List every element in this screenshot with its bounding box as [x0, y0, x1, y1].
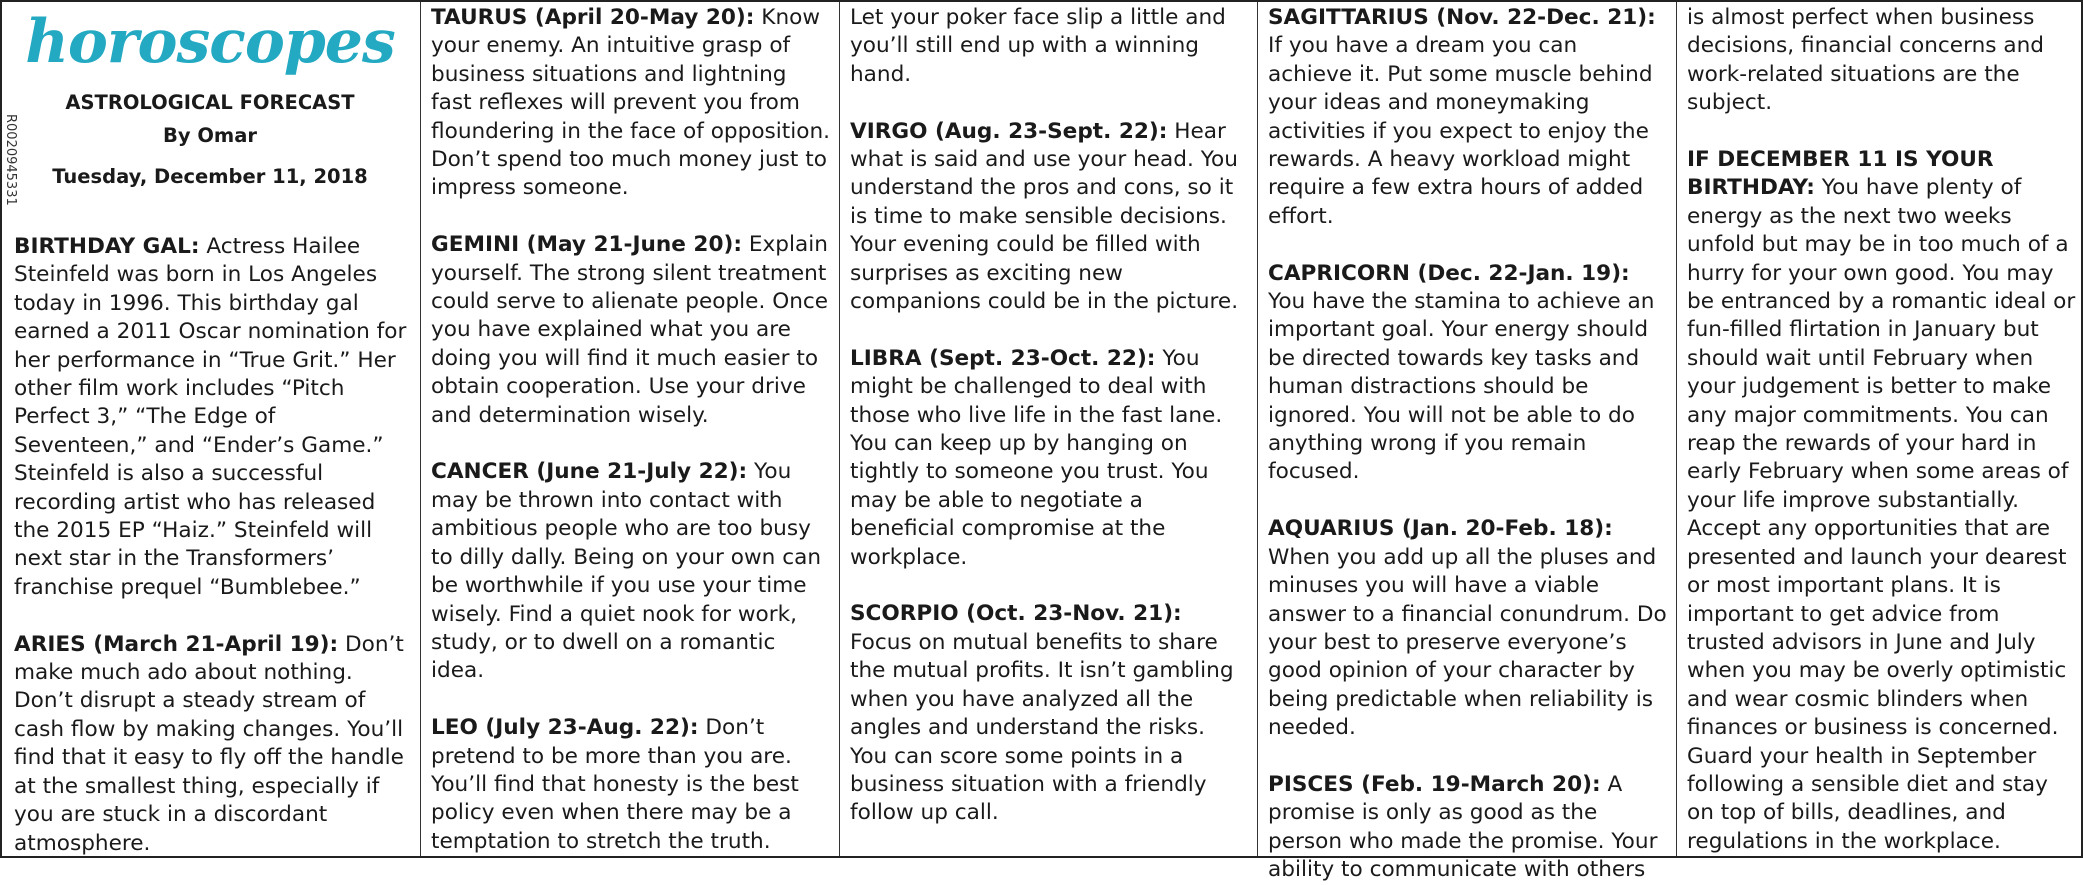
sign-body-virgo: Hear what is said and use your head. You understand the pros and cons, so it is time to make sensible decisions. Your evening could be filled with surprises as exciting new companions could be in the picture. [850, 118, 1239, 315]
birthday-gal-heading: BIRTHDAY GAL: [14, 234, 200, 259]
sign-body-leo: Don’t pretend to be more than you are. You’ll find that honesty is the best policy even when there may be a temptation to stretch the truth. [431, 715, 799, 854]
sign-body-gemini: Explain yourself. The strong silent treatment could serve to alienate people. Once you have explained what you are doing you will find it much easier to obtain cooperation. Use your drive and determination wisely. [431, 232, 829, 428]
sign-heading-gemini: GEMINI (May 21-June 20): [431, 232, 742, 258]
sign-entry-virgo [850, 118, 1249, 317]
sign-body-scorpio: Focus on mutual benefits to share the mutual profits. It isn’t gambling when you have analyzed all the angles and understand the risks. You can score some points in a business situation with a friendly follow up call. [850, 629, 1234, 826]
sign-heading-leo: LEO (July 23-Aug. 22): [431, 715, 699, 741]
sign-entry-capricorn [1268, 260, 1668, 487]
birthday-forecast-entry [1687, 146, 2077, 856]
sign-heading-sagittarius: SAGITTARIUS (Nov. 22-Dec. 21): [1268, 5, 1656, 30]
sign-entry-cancer [431, 458, 831, 685]
sign-continued-pisces: is almost perfect when business decisions, financial concerns and work-related situations are the subject. [1687, 5, 2045, 116]
sign-body-taurus: Know your enemy. An intuitive grasp of business situations and lightning fast reflexes will prevent you from floundering in the face of opposition. Don’t spend too much money just to impress someone. [431, 5, 831, 201]
sign-heading-aquarius: AQUARIUS (Jan. 20-Feb. 18): [1268, 516, 1613, 542]
column-1 [2, 2, 420, 856]
sign-continued-leo: Let your poker face slip a little and you’ll still end up with a winning hand. [850, 5, 1226, 87]
sign-entry-aquarius [1268, 515, 1668, 742]
column-5 [1676, 2, 2083, 856]
sign-body-sagittarius: If you have a dream you can achieve it. Put some muscle behind your ideas and moneymaking activities if you expect to enjoy the rewards. A heavy workload might require a few extra hours of added effort. [1268, 33, 1653, 229]
sign-body-aries: Don’t make much ado about nothing. Don’t disrupt a steady stream of cash flow by making changes. You’ll find that it easy to fly off the handle at the smallest thing, especially if you are stuck in a discordant atmosphere. [14, 631, 404, 856]
masthead [14, 7, 414, 193]
sign-entry-aries [14, 631, 414, 858]
subtitle: ASTROLOGICAL FORECAST [65, 91, 355, 114]
column-2 [420, 2, 839, 856]
byline: By Omar [162, 124, 258, 147]
birthday-gal-entry [14, 233, 414, 602]
sign-heading-pisces: PISCES (Feb. 19-March 20): [1268, 771, 1601, 797]
sign-body-libra: You might be challenged to deal with those who live life in the fast lane. You can keep up by hanging on tightly to someone you trust. You may be able to negotiate a beneficial compromise at the workplace. [850, 345, 1223, 570]
sign-entry-pisces [1268, 771, 1668, 885]
page-title: horoscopes [25, 7, 395, 77]
birthday-gal-body: Actress Hailee Steinfeld was born in Los Angeles today in 1996. This birthday gal earned a 2011 Oscar nomination for her performance in “True Grit.” Her other film work includes “Pitch Perfect 3,” “The Edge of Seventeen,” and “Ender’s Game.” Steinfeld is also a successful recording artist who has released the 2015 EP “Haiz.” Steinfeld will next star in the Transformers’ franchise prequel “Bumblebee.” [14, 234, 407, 600]
sign-heading-virgo: VIRGO (Aug. 23-Sept. 22): [850, 118, 1168, 144]
sign-heading-cancer: CANCER (June 21-July 22): [431, 459, 748, 485]
sign-heading-aries: ARIES (March 21-April 19): [14, 631, 339, 657]
sign-heading-capricorn: CAPRICORN (Dec. 22-Jan. 19): [1268, 260, 1630, 286]
birthday-forecast-body: You have plenty of energy as the next two weeks unfold but may be in too much of a hurry for your own good. You may be entranced by a romantic ideal or fun-filled flirtation in January but should wait until February when your judgement is better to make any major commitments. You can reap the rewards of your hard in early February when some areas of your life improve substantially. Accept any opportunities that are presented and launch your dearest or most important plans. It is important to get advice from trusted advisors in June and July when you may be overly optimistic and wear cosmic blinders when finances or business is concerned. Guard your health in September following a sensible diet and stay on top of bills, deadlines, and regulations in the workplace. [1687, 175, 2076, 854]
sign-body-cancer: You may be thrown into contact with ambitious people who are too busy to dilly dally. Being on your own can be worthwhile if you use your time wisely. Find a quiet nook for work, study, or to dwell on a romantic idea. [431, 459, 822, 684]
reference-code: R0020945331 [3, 114, 18, 206]
date: Tuesday, December 11, 2018 [52, 165, 368, 188]
sign-body-capricorn: You have the stamina to achieve an important goal. Your energy should be directed towards key tasks and human distractions should be ignored. You will not be able to do anything wrong if you remain focused. [1268, 289, 1655, 485]
sign-entry-gemini [431, 231, 831, 430]
sign-heading-taurus: TAURUS (April 20-May 20): [431, 5, 755, 30]
sign-entry-leo [431, 714, 831, 856]
sign-entry-taurus [431, 4, 831, 203]
column-3 [839, 2, 1257, 856]
sign-entry-sagittarius [1268, 4, 1668, 231]
sign-entry-libra [850, 345, 1249, 572]
birthday-forecast-heading: IF DECEMBER 11 IS YOUR BIRTHDAY: [1687, 147, 1994, 201]
sign-entry-scorpio [850, 600, 1249, 827]
sign-heading-scorpio: SCORPIO (Oct. 23-Nov. 21): [850, 601, 1182, 627]
sign-heading-libra: LIBRA (Sept. 23-Oct. 22): [850, 345, 1156, 371]
sign-body-aquarius: When you add up all the pluses and minuses you will have a viable answer to a financial conundrum. Do your best to preserve everyone’s good opinion of your character by being predictable when reliability is needed. [1268, 544, 1667, 741]
column-4 [1257, 2, 1676, 883]
sign-body-pisces: A promise is only as good as the person who made the promise. Your ability to communicate with others [1268, 771, 1658, 883]
